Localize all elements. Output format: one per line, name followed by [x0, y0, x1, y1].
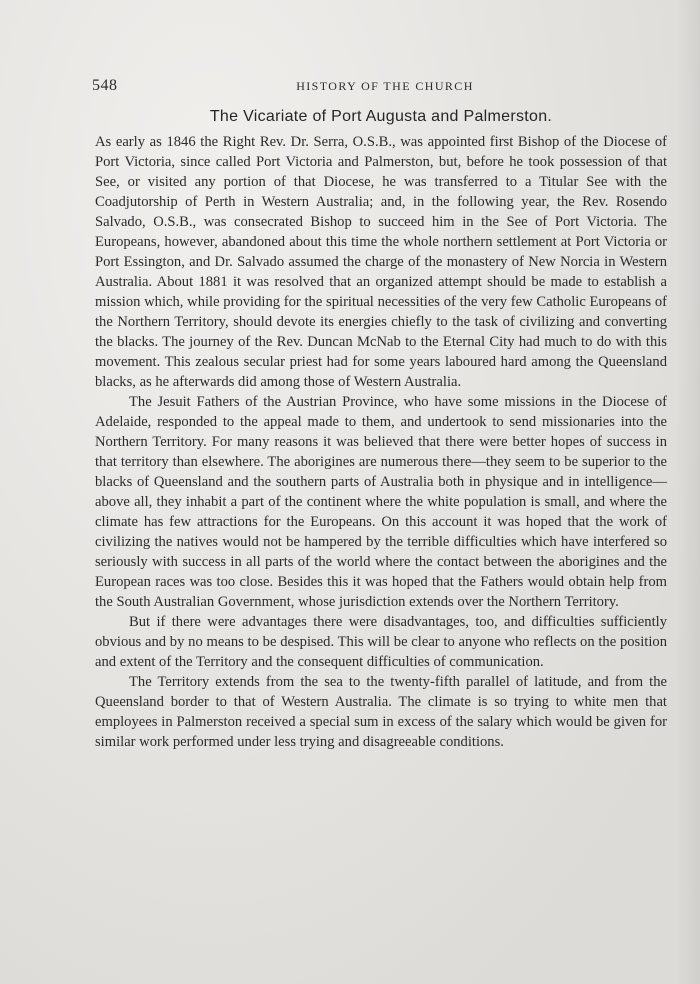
- section-title: The Vicariate of Port Augusta and Palmerston.: [209, 108, 553, 125]
- running-head: [92, 77, 668, 99]
- page-edge-shadow: [676, 0, 700, 984]
- body-text: [95, 132, 667, 752]
- running-title: HISTORY OF THE CHURCH: [296, 79, 474, 93]
- paragraph-4: The Territory extends from the sea to the twenty-fifth parallel of latitude, and from the Queensland border to that of Western Australia. The climate is so trying to white men that employees in Palmerston received a special sum in excess of the salary which would be given for similar work performed under less trying and disagreeable conditions.: [95, 674, 667, 750]
- paragraph-3: But if there were advantages there were disadvantages, too, and difficulties sufficiently obvious and by no means to be despised. This will be clear to anyone who reflects on the position and extent of the Territory and the consequent difficulties of communication.: [95, 614, 667, 670]
- page-number: 548: [92, 77, 118, 94]
- paragraph-2: The Jesuit Fathers of the Austrian Province, who have some missions in the Diocese of Adelaide, responded to the appeal made to them, and undertook to send missionaries into the Northern Territory. For many reasons it was believed that there were better hopes of success in that territory than elsewhere. The aborigines are numerous there—they seem to be superior to the blacks of Queensland and the southern parts of Australia both in physique and in intelligence—above all, they inhabit a part of the continent where the white population is small, and where the climate has few attractions for the Europeans. On this account it was hoped that the work of civilizing the natives would not be hampered by the terrible difficulties which have interfered so seriously with success in all parts of the world where the contact between the aborigines and the European races was too close. Besides this it was hoped that the Fathers would obtain help from the South Australian Government, whose jurisdiction extends over the Northern Territory.: [95, 394, 667, 610]
- paragraph-1: As early as 1846 the Right Rev. Dr. Serra, O.S.B., was appointed first Bishop of the Diocese of Port Victoria, since called Port Victoria and Palmerston, but, before he took possession of that See, or visited any portion of that Diocese, he was transferred to a Titular See with the Coadjutorship of Perth in Western Australia; and, in the following year, the Rev. Rosendo Salvado, O.S.B., was consecrated Bishop to succeed him in the See of Port Victoria. The Europeans, however, abandoned about this time the whole northern settlement at Port Victoria or Port Essington, and Dr. Salvado assumed the charge of the monastery of New Norcia in Western Australia. About 1881 it was resolved that an organized attempt should be made to establish a mission which, while providing for the spiritual necessities of the very few Catholic Europeans of the Northern Territory, should devote its energies chiefly to the task of civilizing and converting the blacks. The journey of the Rev. Duncan McNab to the Eternal City had much to do with this movement. This zealous secular priest had for some years laboured hard among the Queensland blacks, as he afterwards did among those of Western Australia.: [95, 134, 667, 390]
